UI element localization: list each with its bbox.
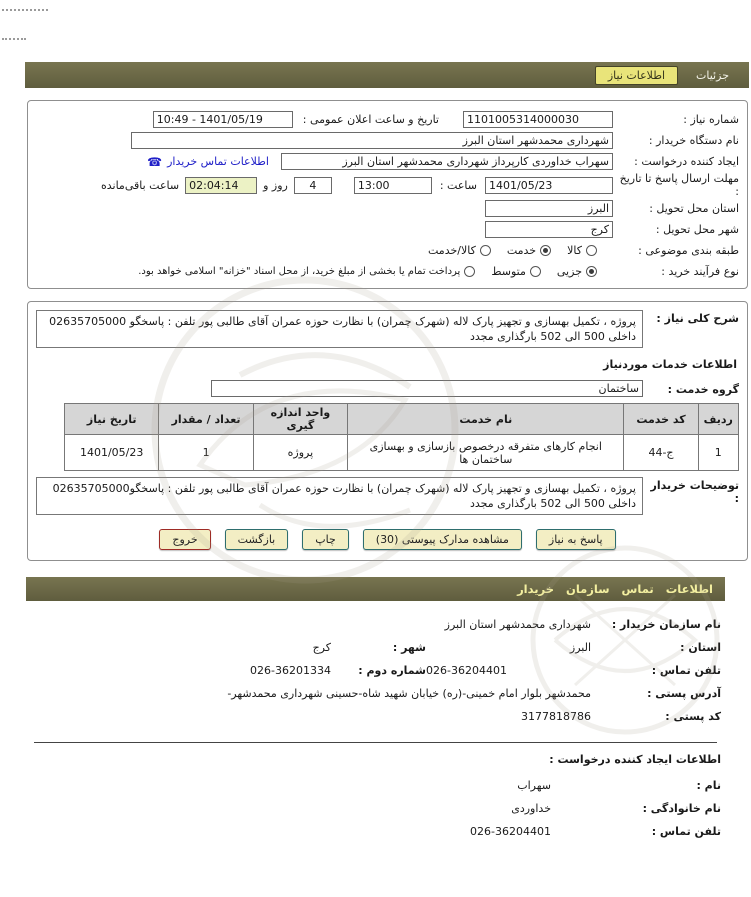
table-header-row bbox=[65, 404, 739, 435]
request-creator-label: ایجاد کننده درخواست : bbox=[634, 155, 739, 168]
org-phone-label: تلفن تماس : bbox=[651, 664, 721, 677]
buyer-org-field[interactable]: شهرداری محمدشهر استان البرز bbox=[131, 132, 613, 149]
countdown-label: ساعت باقی‌مانده bbox=[100, 178, 180, 192]
radio-icon bbox=[480, 245, 491, 256]
org-contact-header-bar bbox=[26, 577, 725, 601]
buyer-contact-link-label: اطلاعات تماس خریدار bbox=[167, 155, 269, 168]
col-quantity: تعداد / مقدار bbox=[159, 404, 253, 435]
radio-icon bbox=[586, 266, 597, 277]
category-option-service[interactable] bbox=[507, 244, 551, 257]
org-name-label: نام سازمان خریدار : bbox=[611, 618, 721, 631]
creator-firstname-value: سهراب bbox=[517, 779, 551, 792]
org-name-value: شهرداری محمدشهر استان البرز bbox=[444, 618, 591, 631]
buyer-notes-label: توضیحات خریدار : bbox=[650, 479, 739, 505]
buyer-contact-link[interactable] bbox=[147, 155, 269, 168]
org-address-label: آدرس پستی : bbox=[647, 687, 721, 700]
subject-category-label: طبقه بندی موضوعی : bbox=[638, 244, 739, 257]
reply-to-need-button[interactable]: پاسخ به نیاز bbox=[536, 529, 616, 550]
cell-unit: پروژه bbox=[253, 435, 347, 471]
creator-lastname-value: خداوردی bbox=[511, 802, 551, 815]
need-summary-panel bbox=[27, 100, 748, 289]
org-contact-title: اطلاعات تماس سازمان خریدار bbox=[517, 582, 713, 596]
services-table bbox=[64, 403, 739, 471]
delivery-province-label: استان محل تحویل : bbox=[649, 202, 739, 215]
radio-icon bbox=[586, 245, 597, 256]
table-row[interactable] bbox=[65, 435, 739, 471]
process-option-medium[interactable] bbox=[491, 265, 541, 278]
need-description-box: پروژه ، تکمیل بهسازی و تجهیز پارک لاله (شهرک چمران) با نظارت حوزه عمران آقای طالبی پور تلفن : پاسخگو 02635705000 داخلی 500 الی 502 بارگذاری مجدد bbox=[36, 310, 643, 348]
announce-datetime-label: تاریخ و ساعت اعلان عمومی : bbox=[302, 113, 439, 126]
delivery-city-label: شهر محل تحویل : bbox=[655, 223, 739, 236]
service-group-field[interactable]: ساختمان bbox=[211, 380, 643, 397]
buyer-notes-box: پروژه ، تکمیل بهسازی و تجهیز پارک لاله (شهرک چمران) با نظارت حوزه عمران آقای طالبی پور تلفن : پاسخگو02635705000 داخلی 500 الی 502 بارگذاری مجدد bbox=[36, 477, 643, 515]
cell-quantity: 1 bbox=[159, 435, 253, 471]
phone-icon: ☎ bbox=[147, 154, 163, 169]
radio-label: کالا bbox=[567, 244, 582, 257]
days-remaining-field: 4 bbox=[294, 177, 332, 194]
creator-section-title: اطلاعات ایجاد کننده درخواست : bbox=[549, 753, 721, 766]
org-phone2-value: 026-36201334 bbox=[250, 664, 331, 677]
radio-icon bbox=[530, 266, 541, 277]
section-divider bbox=[34, 742, 717, 743]
org-postal-value: 3177818786 bbox=[521, 710, 591, 723]
buyer-org-label: نام دستگاه خریدار : bbox=[648, 134, 739, 147]
org-province-label: استان : bbox=[680, 641, 721, 654]
need-number-field[interactable]: 1101005314000030 bbox=[463, 111, 613, 128]
process-option-treasury-payment[interactable] bbox=[138, 266, 475, 277]
cell-service-code: ج-44 bbox=[624, 435, 698, 471]
radio-label: خدمت bbox=[506, 244, 537, 257]
radio-icon bbox=[540, 245, 551, 256]
creator-lastname-label: نام خانوادگی : bbox=[642, 802, 721, 815]
back-button[interactable]: بازگشت bbox=[225, 529, 289, 550]
cell-row-number: 1 bbox=[698, 435, 738, 471]
org-city-label: شهر : bbox=[392, 641, 426, 654]
col-row-number: ردیف bbox=[698, 404, 738, 435]
print-button[interactable]: چاپ bbox=[302, 529, 349, 550]
need-number-label: شماره نیاز : bbox=[683, 113, 739, 126]
deadline-label: مهلت ارسال پاسخ تا تاریخ : bbox=[619, 172, 739, 198]
delivery-province-field[interactable]: البرز bbox=[485, 200, 613, 217]
view-attachments-button[interactable]: مشاهده مدارک پیوستی (30) bbox=[363, 529, 522, 550]
announce-datetime-field[interactable]: 10:49 - 1401/05/19 bbox=[153, 111, 293, 128]
services-section-title: اطلاعات خدمات موردنیاز bbox=[603, 358, 737, 371]
cell-service-name: انجام کارهای متفرقه درخصوص بازسازی و بهسازی ساختمان ها bbox=[348, 435, 624, 471]
countdown-timer: 02:04:14 bbox=[185, 177, 257, 194]
col-service-code: کد خدمت bbox=[624, 404, 698, 435]
org-phone-value: 026-36204401 bbox=[426, 664, 507, 677]
delivery-city-field[interactable]: کرج bbox=[485, 221, 613, 238]
creator-phone-label: تلفن تماس : bbox=[651, 825, 721, 838]
org-address-value: محمدشهر بلوار امام خمینی-(ره) خیابان شهید شاه-حسینی شهرداری محمدشهر- bbox=[227, 687, 591, 700]
radio-label: کالا/خدمت bbox=[428, 244, 476, 257]
col-service-name: نام خدمت bbox=[348, 404, 624, 435]
need-description-label: شرح کلی نیاز : bbox=[656, 312, 739, 325]
dotted-line bbox=[2, 9, 48, 11]
dotted-line bbox=[2, 38, 26, 40]
action-buttons bbox=[36, 529, 739, 550]
process-option-minor[interactable] bbox=[557, 265, 597, 278]
request-creator-field[interactable]: سهراب خداوردی کارپرداز شهرداری محمدشهر استان البرز bbox=[281, 153, 613, 170]
creator-firstname-label: نام : bbox=[696, 779, 721, 792]
radio-label: متوسط bbox=[491, 265, 526, 278]
category-option-goods-service[interactable] bbox=[428, 244, 491, 257]
need-detail-panel bbox=[27, 301, 748, 561]
service-group-label: گروه خدمت : bbox=[667, 383, 739, 396]
header-tab-bar bbox=[25, 62, 749, 88]
exit-button[interactable]: خروج bbox=[159, 529, 210, 550]
top-margin bbox=[0, 0, 751, 62]
radio-label: جزیی bbox=[556, 265, 582, 278]
col-need-date: تاریخ نیاز bbox=[65, 404, 159, 435]
tab-details[interactable]: جزئیات bbox=[696, 68, 729, 82]
deadline-time-field[interactable]: 13:00 bbox=[354, 177, 432, 194]
radio-label: پرداخت تمام یا بخشی از مبلغ خرید، از محل اسناد "خزانه" اسلامی خواهد بود. bbox=[138, 266, 461, 277]
creator-section bbox=[30, 753, 721, 843]
col-unit: واحد اندازه گیری bbox=[253, 404, 347, 435]
deadline-date-field[interactable]: 1401/05/23 bbox=[485, 177, 613, 194]
tab-need-info[interactable]: اطلاعات نیاز bbox=[595, 66, 678, 85]
org-contact-section bbox=[30, 613, 721, 728]
org-postal-label: کد پستی : bbox=[665, 710, 721, 723]
cell-need-date: 1401/05/23 bbox=[65, 435, 159, 471]
radio-icon bbox=[464, 266, 475, 277]
process-type-label: نوع فرآیند خرید : bbox=[661, 265, 739, 278]
days-label: روز و bbox=[263, 178, 288, 192]
org-city-value: کرج bbox=[312, 641, 331, 654]
category-option-goods[interactable] bbox=[567, 244, 597, 257]
org-province-value: البرز bbox=[569, 641, 591, 654]
org-phone2-label: شماره دوم : bbox=[358, 664, 426, 677]
creator-phone-value: 026-36204401 bbox=[470, 825, 551, 838]
deadline-hour-label: ساعت : bbox=[439, 178, 477, 192]
